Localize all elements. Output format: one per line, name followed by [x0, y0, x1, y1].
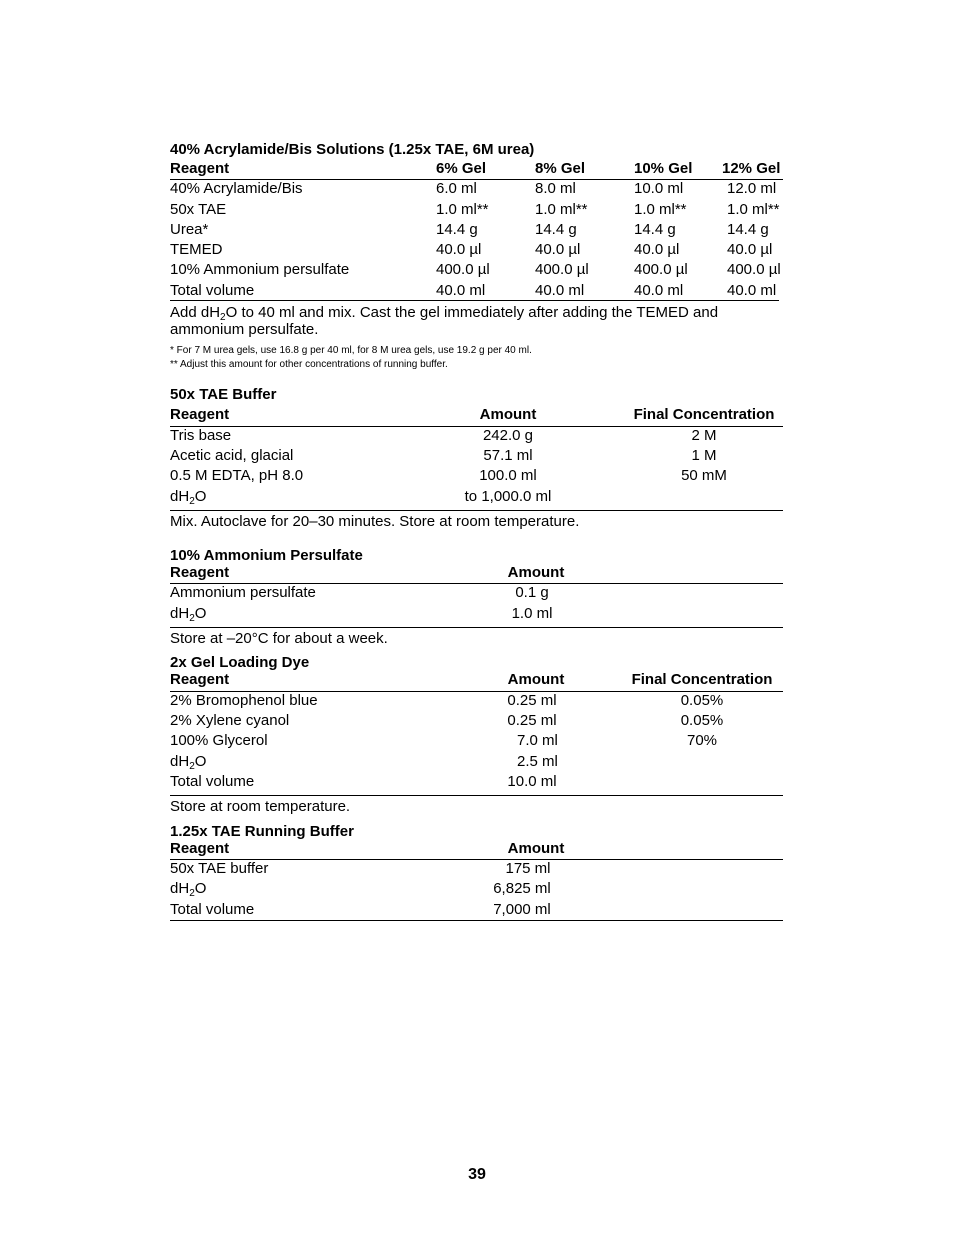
cell: Total volume — [170, 773, 255, 790]
cell: $dH_2O$ — [170, 488, 207, 507]
aps-header-amount: Amount — [507, 564, 565, 581]
cell: 400.0 µl — [535, 261, 589, 278]
cell: 6.0 ml — [436, 180, 477, 197]
cell: 40.0 ml — [634, 282, 684, 299]
cell: 6,825 ml — [493, 880, 551, 897]
cell: 40.0 µl — [535, 241, 581, 258]
cell: 10% Ammonium persulfate — [170, 261, 350, 278]
divider — [170, 627, 783, 628]
cell: Urea* — [170, 221, 209, 238]
dye-header-amount: Amount — [507, 671, 565, 688]
aps-header-reagent: Reagent — [170, 564, 230, 581]
page-number: 39 — [468, 1166, 486, 1183]
cell: 1.0 ml** — [634, 201, 687, 218]
cell: 40.0 ml — [535, 282, 585, 299]
acrylamide-header-8: 8% Gel — [535, 160, 586, 177]
cell: 40.0 µl — [436, 241, 482, 258]
tae50-title: 50x TAE Buffer — [170, 386, 277, 403]
cell: 40.0 ml — [727, 282, 777, 299]
cell: 0.05% — [680, 712, 724, 729]
cell: 10.0 ml — [634, 180, 684, 197]
cell: 0.25 ml — [507, 692, 557, 709]
cell: 7,000 ml — [493, 901, 551, 918]
acrylamide-header-10: 10% Gel — [634, 160, 693, 177]
cell: 40% Acrylamide/Bis — [170, 180, 303, 197]
tae50-header-amount: Amount — [479, 406, 537, 423]
cell: 7.0 ml — [517, 732, 558, 749]
cell: 1 M — [691, 447, 717, 464]
cell: 400.0 µl — [634, 261, 688, 278]
cell: $dH_2O$ — [170, 605, 207, 624]
cell: 40.0 µl — [634, 241, 680, 258]
acrylamide-header-6: 6% Gel — [436, 160, 487, 177]
divider — [170, 795, 783, 796]
cell: to 1,000.0 ml — [464, 488, 552, 505]
cell: 100.0 ml — [479, 467, 537, 484]
cell: 1.0 ml** — [436, 201, 489, 218]
cell: Total volume — [170, 901, 255, 918]
acrylamide-note: Add $dH_2O$ to 40 ml and mix. Cast the gel immediately after adding the TEMED and ammonium persulfate. — [170, 304, 719, 338]
cell: $dH_2O$ — [170, 753, 207, 772]
cell: 400.0 µl — [436, 261, 490, 278]
cell: 0.05% — [680, 692, 724, 709]
cell: 50x TAE buffer — [170, 860, 269, 877]
dye-header-final: Final Concentration — [631, 671, 773, 688]
tae50-header-reagent: Reagent — [170, 406, 230, 423]
cell: 2.5 ml — [517, 753, 558, 770]
aps-title: 10% Ammonium Persulfate — [170, 547, 363, 564]
footnote-urea: * For 7 M urea gels, use 16.8 g per 40 ml, for 8 M urea gels, use 19.2 g per 40 ml. — [170, 345, 532, 356]
cell: 14.4 g — [436, 221, 478, 238]
cell: 14.4 g — [634, 221, 676, 238]
tae50-header-final: Final Concentration — [633, 406, 775, 423]
cell: 0.1 g — [515, 584, 549, 601]
cell: Tris base — [170, 427, 232, 444]
dye-header-reagent: Reagent — [170, 671, 230, 688]
cell: 50 mM — [681, 467, 727, 484]
footnote-tae: ** Adjust this amount for other concentrations of running buffer. — [170, 359, 448, 370]
tae50-note: Mix. Autoclave for 20–30 minutes. Store at room temperature. — [170, 513, 580, 530]
cell: Acetic acid, glacial — [170, 447, 294, 464]
run-header-amount: Amount — [507, 840, 565, 857]
cell: 70% — [686, 732, 718, 749]
run-title: 1.25x TAE Running Buffer — [170, 823, 354, 840]
cell: 40.0 ml — [436, 282, 486, 299]
aps-note: Store at –20°C for about a week. — [170, 630, 388, 647]
cell: 100% Glycerol — [170, 732, 268, 749]
divider — [170, 920, 783, 921]
cell: 1.0 ml** — [535, 201, 588, 218]
cell: $dH_2O$ — [170, 880, 207, 899]
cell: 2% Bromophenol blue — [170, 692, 318, 709]
cell: 400.0 µl — [727, 261, 781, 278]
cell: 12.0 ml — [727, 180, 777, 197]
dye-title: 2x Gel Loading Dye — [170, 654, 310, 671]
dye-note: Store at room temperature. — [170, 798, 351, 815]
cell: 1.0 ml** — [727, 201, 780, 218]
cell: Total volume — [170, 282, 255, 299]
cell: 14.4 g — [535, 221, 577, 238]
cell: 0.25 ml — [507, 712, 557, 729]
acrylamide-header-reagent: Reagent — [170, 160, 230, 177]
cell: 2% Xylene cyanol — [170, 712, 290, 729]
cell: Ammonium persulfate — [170, 584, 316, 601]
cell: 57.1 ml — [483, 447, 533, 464]
divider — [170, 300, 779, 301]
cell: 1.0 ml — [511, 605, 553, 622]
run-header-reagent: Reagent — [170, 840, 230, 857]
cell: 10.0 ml — [507, 773, 557, 790]
cell: 8.0 ml — [535, 180, 576, 197]
cell: 175 ml — [505, 860, 551, 877]
cell: 0.5 M EDTA, pH 8.0 — [170, 467, 304, 484]
cell: 40.0 µl — [727, 241, 773, 258]
cell: TEMED — [170, 241, 223, 258]
cell: 242.0 g — [482, 427, 534, 444]
acrylamide-title: 40% Acrylamide/Bis Solutions (1.25x TAE, 6M urea) — [170, 141, 535, 158]
cell: 14.4 g — [727, 221, 769, 238]
cell: 2 M — [691, 427, 717, 444]
cell: 50x TAE — [170, 201, 227, 218]
acrylamide-header-12: 12% Gel — [722, 160, 781, 177]
divider — [170, 510, 783, 511]
